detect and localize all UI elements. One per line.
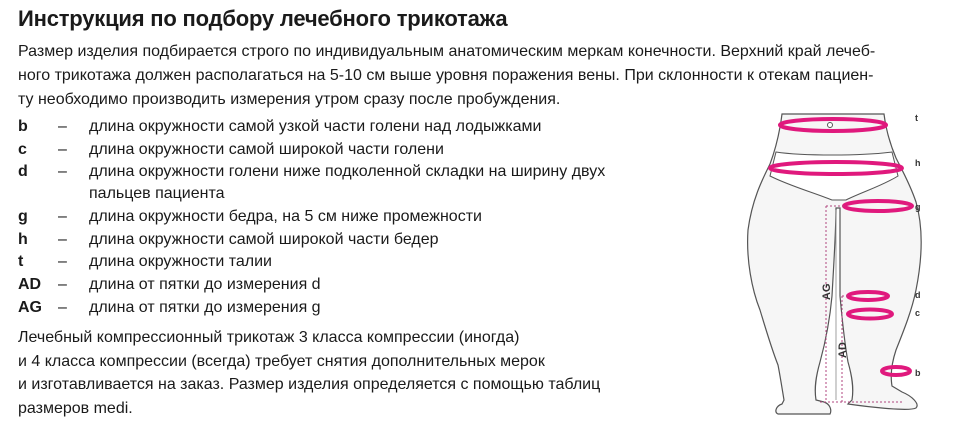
- definition-text: длина окружности самой широкой части голени: [89, 140, 444, 158]
- intro-line: ного трикотажа должен располагаться на 5-10 см выше уровня поражения вены. При склонности к отекам пациен-: [18, 67, 874, 84]
- definition-dash: –: [58, 140, 67, 158]
- definition-code: h: [18, 230, 28, 248]
- definition-dash: –: [58, 298, 67, 316]
- note-line: Лечебный компрессионный трикотаж 3 класса компрессии (иногда): [18, 329, 520, 346]
- definition-text-block: [89, 161, 605, 205]
- definition-dash: –: [58, 118, 67, 135]
- definition-text: длина окружности талии: [89, 253, 272, 271]
- label-ad: AD: [837, 342, 849, 358]
- page-title: Инструкция по подбору лечебного трикотажа: [18, 6, 508, 31]
- measurement-figure: [712, 100, 953, 426]
- definition-text: длина от пятки до измерения d: [89, 275, 321, 293]
- label-d: d: [915, 290, 921, 300]
- label-b: b: [915, 368, 921, 378]
- definition-code: t: [18, 253, 24, 271]
- note-line: размеров medi.: [18, 399, 133, 417]
- note-line: и изготавливается на заказ. Размер изделия определяется с помощью таблиц: [18, 376, 601, 393]
- definition-code: c: [18, 140, 27, 158]
- note-paragraph: [18, 326, 600, 420]
- definition-code: AG: [18, 298, 42, 316]
- legs-diagram: [712, 100, 953, 426]
- definition-dash: –: [58, 253, 67, 271]
- label-t: t: [915, 113, 918, 123]
- definition-text: длина окружности самой широкой части бедер: [89, 230, 439, 248]
- label-c: c: [915, 308, 921, 318]
- label-ag: AG: [821, 283, 833, 300]
- definition-text: длина окружности голени ниже подколенной складки на ширину двух: [89, 163, 606, 181]
- label-h: h: [915, 158, 921, 168]
- band-t-marker: [828, 123, 833, 128]
- definition-dash: –: [58, 275, 67, 293]
- intro-line: Размер изделия подбирается строго по индивидуальным анатомическим меркам конечности. Верхний край лечеб-: [18, 43, 876, 60]
- definition-text-continued: пальцев пациента: [89, 185, 225, 203]
- definition-dash: –: [58, 230, 67, 248]
- label-g: g: [915, 202, 921, 212]
- definition-code: d: [18, 163, 28, 181]
- definition-text: длина окружности бедра, на 5 см ниже промежности: [89, 208, 482, 226]
- definition-code: AD: [18, 275, 42, 293]
- definition-code: b: [18, 118, 28, 135]
- definition-text: длина окружности самой узкой части голени над лодыжками: [89, 118, 542, 135]
- definition-code: g: [18, 208, 28, 226]
- definition-text: длина от пятки до измерения g: [89, 298, 321, 316]
- note-line: и 4 класса компрессии (всегда) требует снятия дополнительных мерок: [18, 352, 545, 370]
- definition-dash: –: [58, 163, 67, 181]
- definition-dash: –: [58, 208, 67, 226]
- intro-line: ту необходимо производить измерения утром сразу после пробуждения.: [18, 91, 561, 108]
